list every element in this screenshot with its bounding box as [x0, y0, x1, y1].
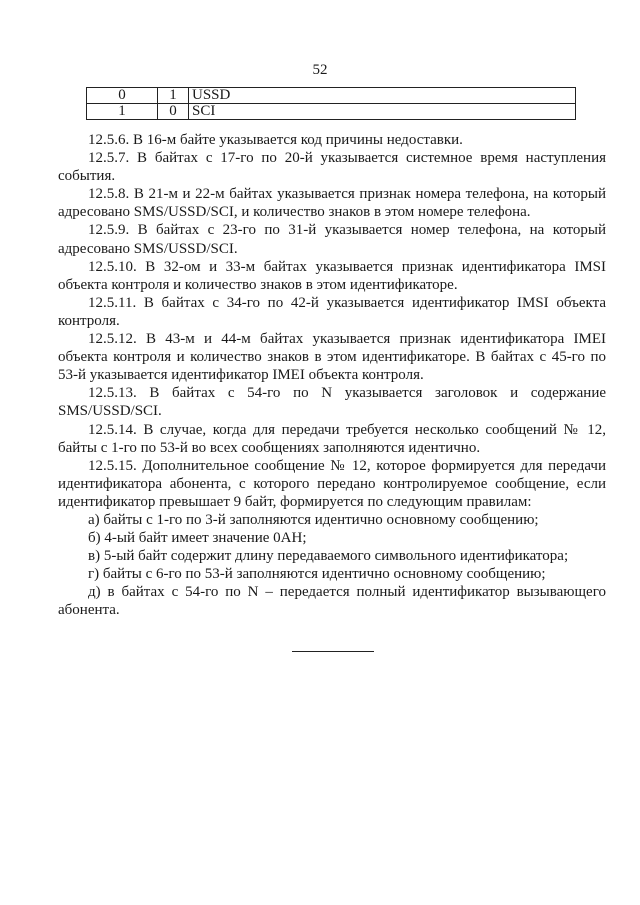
paragraph-12-5-9: 12.5.9. В байтах с 23-го по 31-й указывается номер телефона, на который адресовано SMS/USSD/SCI.	[58, 222, 606, 257]
paragraph-12-5-8: 12.5.8. В 21-м и 22-м байтах указывается признак номера телефона, на который адресовано SMS/USSD/SCI, и количество знаков в этом номере телефона.	[58, 186, 606, 221]
table-cell: 0	[87, 88, 158, 104]
table-row	[87, 104, 576, 120]
body-text	[58, 131, 606, 620]
table-cell: 0	[158, 104, 189, 120]
table-row	[87, 88, 576, 104]
paragraph-12-5-13: 12.5.13. В байтах с 54-го по N указывается заголовок и содержание SMS/USSD/SCI.	[58, 385, 606, 420]
list-item: в) 5-ый байт содержит длину передаваемого символьного идентификатора;	[88, 548, 569, 565]
table-cell: USSD	[189, 88, 576, 104]
table-cell: 1	[158, 88, 189, 104]
list-item: б) 4-ый байт имеет значение 0АН;	[88, 530, 307, 547]
end-divider	[292, 651, 374, 652]
list-item: д) в байтах с 54-го по N – передается полный идентификатор вызывающего абонента.	[58, 584, 606, 619]
list-item: г) байты с 6-го по 53-й заполняются идентично основному сообщению;	[88, 566, 546, 583]
paragraph-12-5-15: 12.5.15. Дополнительное сообщение № 12, которое формируется для передачи идентификатора абонента, с которого передано контролируемое сообщение, если идентификатор превышает 9 байт, формируется по следующим правилам:	[58, 457, 606, 510]
paragraph-12-5-12: 12.5.12. В 43-м и 44-м байтах указывается признак идентификатора IMEI объекта контроля и количество знаков в этом идентификаторе. В байтах с 45-го по 53-й указывается идентификатор IMEI объекта контроля.	[58, 331, 606, 384]
bit-code-table	[86, 87, 576, 120]
paragraph-12-5-11: 12.5.11. В байтах с 34-го по 42-й указывается идентификатор IMSI объекта контроля.	[58, 294, 606, 329]
paragraph-12-5-6: 12.5.6. В 16-м байте указывается код причины недоставки.	[88, 132, 463, 148]
page-number: 52	[312, 62, 328, 78]
list-item: а) байты с 1-го по 3-й заполняются идентично основному сообщению;	[88, 511, 539, 528]
paragraph-12-5-14: 12.5.14. В случае, когда для передачи требуется несколько сообщений № 12, байты с 1-го по 53-й во всех сообщениях заполняются идентично.	[58, 421, 606, 456]
table-cell: 1	[87, 104, 158, 120]
paragraph-12-5-7: 12.5.7. В байтах с 17-го по 20-й указывается системное время наступления события.	[58, 150, 606, 185]
table-cell: SCI	[189, 104, 576, 120]
paragraph-12-5-10: 12.5.10. В 32-ом и 33-м байтах указывается признак идентификатора IMSI объекта контроля и количество знаков в этом идентификаторе.	[58, 258, 606, 293]
